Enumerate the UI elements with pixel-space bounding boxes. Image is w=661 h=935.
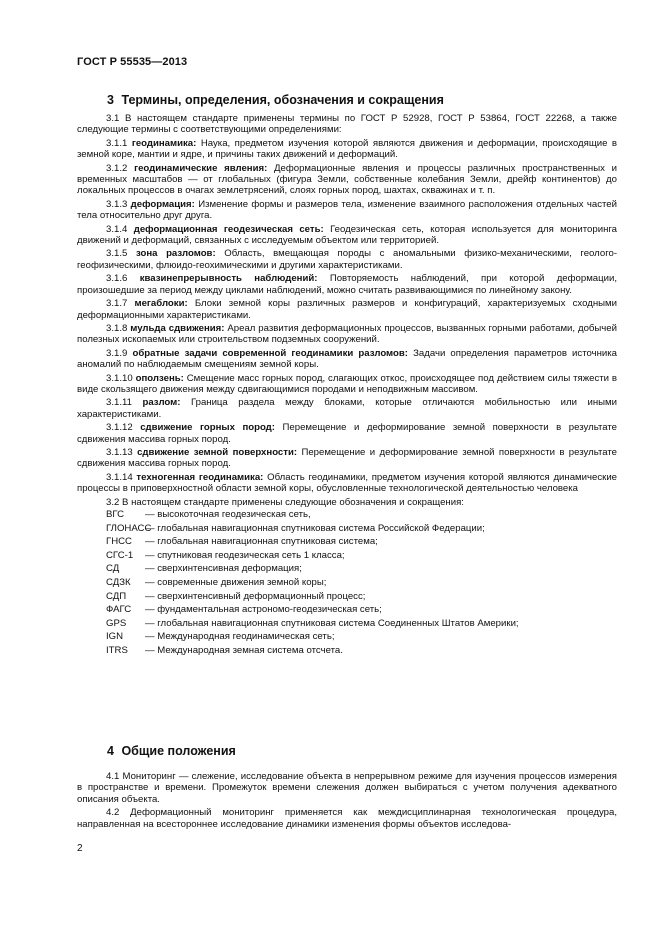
term-text: Область геодинамики, предметом изучения которой являются динамические процессы в приповерхностной области земной коры, обусловленные технологической деятельностью человека	[77, 471, 618, 495]
term-text: Область, вмещающая породы с аномальными физико-механическими, геолого-геофизическими, флюидо-геохимическими и другими характеристиками.	[77, 248, 618, 271]
term-name: квазинепрерывность наблюдений:	[139, 273, 318, 285]
term-number: 3.1.10	[106, 372, 133, 384]
term-text: Задачи определения параметров источника аномалий по наблюдаемым смещениям земной коры.	[77, 347, 618, 371]
section-3-heading	[107, 93, 448, 107]
abbreviation-description: — глобальная навигационная спутниковая система;	[145, 536, 378, 548]
term-number: 3.1.4	[106, 223, 128, 235]
abbreviation-code: ВГС	[106, 509, 125, 520]
abbreviation-description: — Международная земная система отсчета.	[145, 644, 343, 656]
term-name: геодинамика:	[131, 137, 197, 149]
term-definition	[77, 397, 617, 420]
term-text: Смещение масс горных пород, слагающих откос, происходящее под действием силы тяжести в виде скользящего движения между сдвигающимися породами и неподвижным массивом.	[77, 372, 618, 395]
term-number: 3.1.6	[106, 273, 128, 285]
term-number: 3.1.3	[106, 198, 128, 210]
term-name: разлом:	[142, 397, 181, 409]
term-name: сдвижение земной поверхности:	[137, 446, 298, 458]
abbreviation-code: IGN	[106, 631, 124, 643]
term-text: Блоки земной коры различных размеров и конфигураций, характеризуемых сходными деформационными характеристиками.	[77, 298, 617, 321]
abbreviation-description: — фундаментальная астрономо-геодезическая сеть;	[145, 604, 382, 616]
abbreviation-row	[106, 617, 617, 631]
abbreviation-description: — современные движения земной коры;	[145, 576, 327, 588]
term-definition	[77, 348, 617, 371]
term-number: 3.1.11	[106, 397, 132, 409]
abbreviation-description: — Международная геодинамическая сеть;	[145, 631, 335, 643]
abbreviation-description: — сверхинтенсивная деформация;	[145, 563, 302, 575]
section-4-number: 4	[107, 744, 114, 758]
term-definition	[77, 422, 617, 445]
term-number: 3.1.8	[106, 322, 128, 334]
term-text: Перемещение и деформирование земной поверхности в результате сдвижения массива горных пород.	[77, 422, 617, 445]
term-name: деформационная геодезическая сеть:	[133, 223, 324, 235]
term-definition	[77, 447, 617, 470]
abbreviation-row	[106, 522, 617, 536]
term-text: Повторяемость наблюдений, при которой деформации, произошедшие за период между циклами наблюдений, можно считать развивающимися по линейному закону.	[77, 273, 618, 296]
term-name: оползень:	[135, 372, 184, 384]
term-text: Граница раздела между блоками, которые отличаются мобильностью или иными характеристиками.	[77, 397, 617, 420]
section-4-body	[77, 771, 617, 832]
term-number: 3.1.9	[106, 347, 128, 359]
abbreviation-description: — глобальная навигационная спутниковая система Соединенных Штатов Америки;	[145, 617, 519, 629]
term-text: Изменение формы и размеров тела, изменение взаимного расположения отдельных частей тела относительно друг друга.	[77, 198, 617, 222]
abbreviation-description: — высокоточная геодезическая сеть,	[145, 509, 311, 520]
abbreviation-code: ФАГС	[106, 604, 132, 616]
abbreviation-row	[106, 576, 617, 590]
term-name: обратные задачи современной геодинамики разломов:	[132, 347, 408, 359]
abbreviation-code: ГЛОНАСС	[106, 522, 152, 534]
term-definition	[77, 248, 617, 271]
term-name: деформация:	[130, 198, 195, 210]
abbreviation-code: СДП	[106, 590, 127, 602]
abbreviation-description: — глобальная навигационная спутниковая система Российской Федерации;	[145, 522, 485, 534]
term-definition	[77, 472, 617, 495]
abbreviation-row	[106, 508, 617, 522]
section-3-number: 3	[107, 93, 114, 107]
abbreviations-intro: 3.2 В настоящем стандарте применены следующие обозначения и сокращения:	[106, 496, 464, 508]
term-number: 3.1.2	[106, 162, 128, 174]
section-3-body	[77, 113, 617, 658]
term-name: техногенная геодинамика:	[136, 471, 264, 483]
abbreviation-row	[106, 590, 617, 604]
section-3-intro: 3.1 В настоящем стандарте применены термины по ГОСТ Р 52928, ГОСТ Р 53864, ГОСТ 22268, а также следующие термины с соответствующими определениями:	[77, 113, 617, 136]
term-text: Наука, предметом изучения которой являются движения и деформации, происходящие в земной коре, мантии и ядре, и причины таких движений и деформаций.	[77, 137, 618, 161]
term-name: геодинамические явления:	[134, 162, 268, 174]
abbreviation-row	[106, 549, 617, 563]
term-definition	[77, 163, 617, 197]
term-number: 3.1.5	[106, 248, 128, 260]
paragraph-4-2: 4.2 Деформационный мониторинг применяется как междисциплинарная технологическая процедура, направленная на всестороннее исследование динамики изменения формы объектов исследова-	[77, 807, 617, 830]
term-number: 3.1.1	[106, 137, 128, 149]
term-definition	[77, 273, 617, 296]
term-definition	[77, 373, 617, 396]
abbreviation-description: — спутниковая геодезическая сеть 1 класса;	[145, 549, 345, 561]
term-number: 3.1.14	[106, 471, 133, 483]
abbreviation-code: GPS	[106, 617, 127, 629]
term-number: 3.1.7	[106, 298, 128, 310]
abbreviation-code: ITRS	[106, 644, 128, 656]
abbreviation-row	[106, 603, 617, 617]
section-4-heading	[107, 744, 240, 758]
term-text: Деформационные явления и процессы различных пространственных и временных масштабов — от глобальных (фигура Земли, собственные колебания Земли, дрейф континентов) до локальных процессов в очагах землетрясений, слоях горных пород, шахтах, скважинах и т. п.	[77, 162, 618, 197]
abbreviation-row	[106, 630, 617, 644]
term-definition	[77, 199, 617, 222]
term-number: 3.1.12	[106, 422, 133, 434]
term-name: зона разломов:	[135, 248, 216, 260]
abbreviation-row	[106, 535, 617, 549]
terms-list	[77, 138, 617, 495]
term-definition	[77, 323, 617, 346]
page-number: 2	[77, 843, 83, 854]
term-name: мульда сдвижения:	[130, 322, 225, 334]
abbreviation-code: ГНСС	[106, 536, 132, 548]
term-definition	[77, 298, 617, 321]
section-4-title: Общие положения	[121, 744, 236, 758]
abbreviation-code: СД	[106, 563, 120, 575]
paragraph-4-1: 4.1 Мониторинг — слежение, исследование объекта в непрерывном режиме для изучения процессов измерения в пространстве и времени. Промежуток времени слежения должен выбираться с учетом получения адекватного описания объекта.	[77, 771, 617, 805]
abbreviation-description: — сверхинтенсивный деформационный процесс;	[145, 590, 366, 602]
term-text: Геодезическая сеть, которая используется для мониторинга движений и деформаций, связанных с исследуемым объектом или территорией.	[77, 223, 617, 247]
term-name: сдвижение горных пород:	[140, 422, 275, 434]
term-definition	[77, 138, 617, 161]
abbreviation-row	[106, 644, 617, 658]
term-text: Ареал развития деформационных процессов, вызванных горными работами, добычей полезных ископаемых или строительством подземных сооружений.	[77, 322, 617, 346]
term-name: мегаблоки:	[134, 298, 188, 310]
abbreviation-code: СДЗК	[106, 576, 131, 588]
term-text: Перемещение и деформирование земной поверхности в результате сдвижения массива горных пород.	[77, 446, 617, 470]
term-definition	[77, 224, 617, 247]
section-3-title: Термины, определения, обозначения и сокращения	[121, 93, 444, 107]
abbreviation-code: СГС-1	[106, 549, 134, 561]
document-header: ГОСТ Р 55535—2013	[77, 56, 188, 68]
abbreviations-list	[77, 508, 617, 658]
term-number: 3.1.13	[106, 446, 133, 458]
abbreviation-row	[106, 562, 617, 576]
